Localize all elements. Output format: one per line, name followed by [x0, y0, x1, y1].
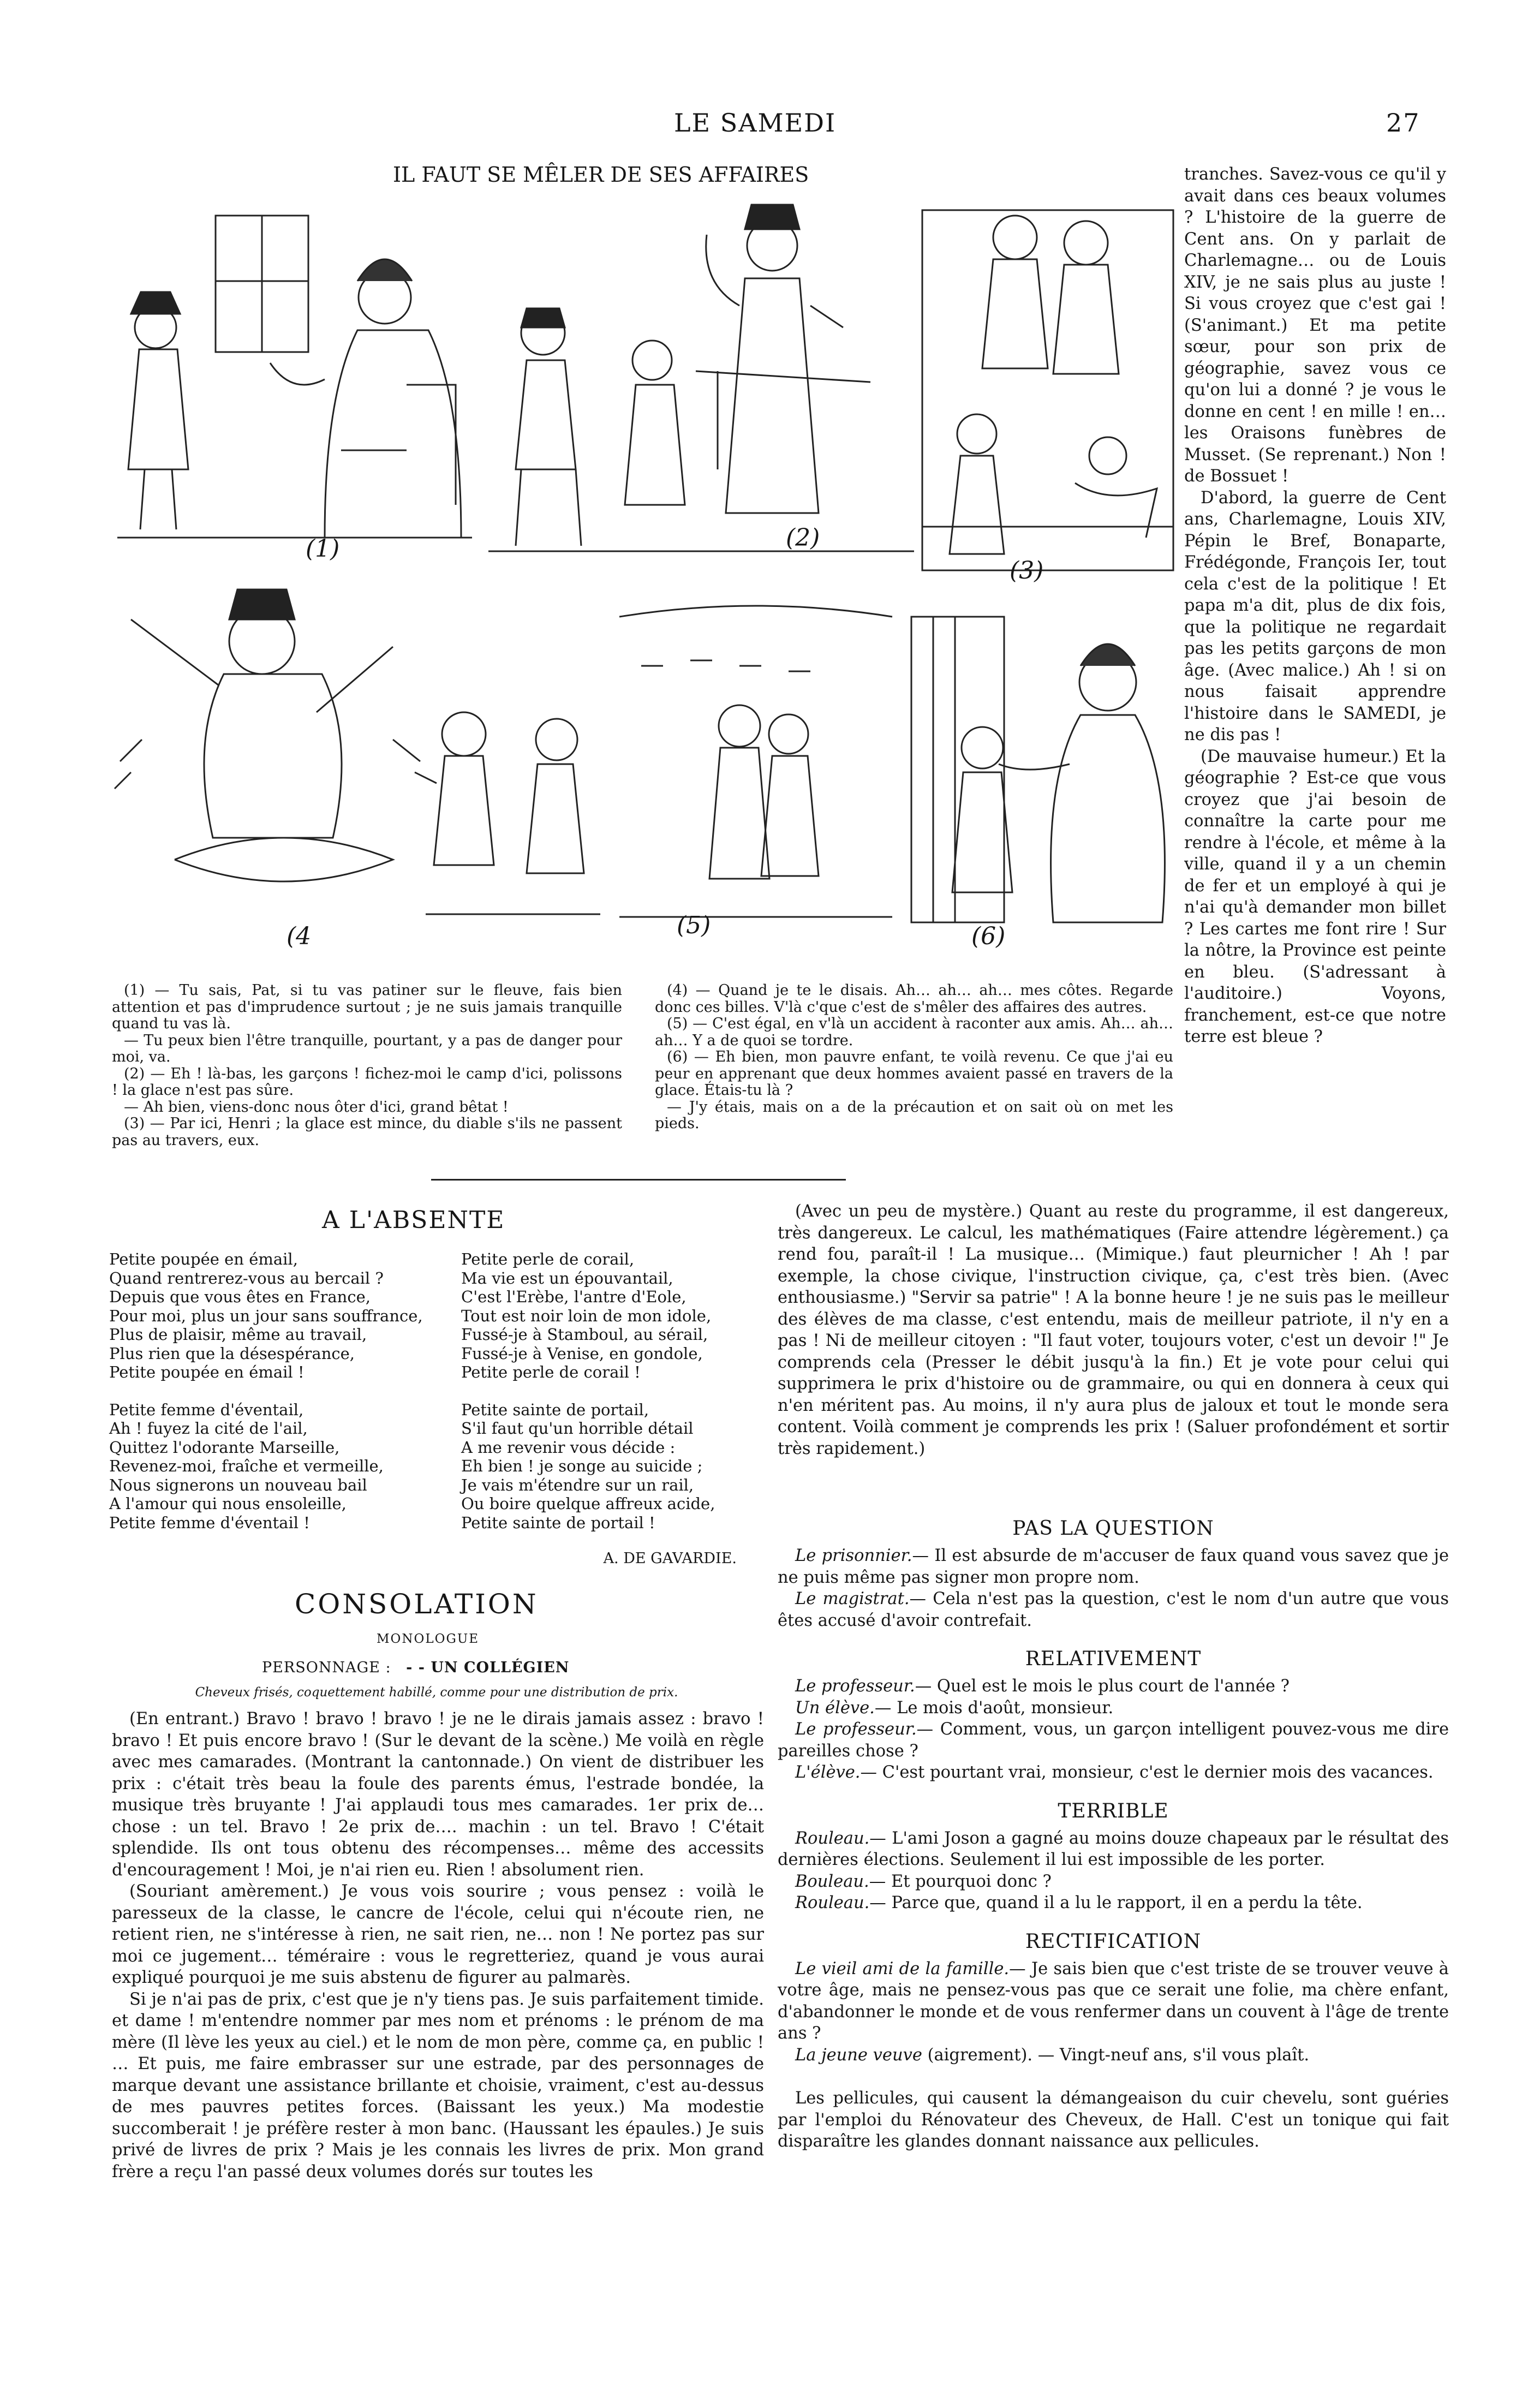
comic-panel-4: [109, 576, 600, 947]
speaker: La jeune veuve: [795, 2045, 922, 2065]
comic-panel-6-number: (6): [971, 922, 1006, 950]
section-body: [778, 1828, 1449, 1914]
absente-stanza-2: [109, 1400, 423, 1533]
verse-line: Ou boire quelque affreux acide,: [461, 1494, 715, 1513]
advert-text: Les pellicules, qui causent la démangeaison du cuir chevelu, sont guéries par l'emploi du Rénovateur des Cheveux, de Hall. C'est un tonique qui fait disparaître les glandes donnant naissance aux pellicules.: [778, 2089, 1449, 2151]
verse-line: C'est l'Erèbe, l'antre d'Eole,: [461, 1288, 687, 1306]
comic-panel-3-number: (3): [1010, 557, 1044, 585]
running-title: LE SAMEDI: [674, 108, 837, 138]
section-title: PAS LA QUESTION: [1012, 1517, 1214, 1540]
page-number: 27: [1386, 108, 1420, 138]
line-text: — Quel est le mois le plus court de l'année ?: [915, 1677, 1290, 1696]
comic-panel-4-number: (4: [286, 922, 312, 950]
verse-line: Revenez-moi, fraîche et vermeille,: [109, 1457, 384, 1475]
consolation-body: [112, 1708, 764, 2183]
short-pieces: [778, 1517, 1449, 2153]
personnage-value: - - UN COLLÉGIEN: [406, 1659, 570, 1676]
section-rectification: [778, 1930, 1449, 2066]
caption-6-reply: — J'y étais, mais on a de la précaution et on sait où on met les pieds.: [655, 1098, 1173, 1132]
caption-1-reply: — Tu peux bien l'être tranquille, pourtant, y a pas de danger pour moi, va.: [112, 1032, 622, 1065]
verse-line: Eh bien ! je songe au suicide ;: [461, 1457, 703, 1475]
absente-stanza-1: [109, 1250, 423, 1382]
verse-line: Fussé-je à Venise, en gondole,: [461, 1344, 703, 1363]
absente-right-stanzas: [461, 1250, 715, 1551]
line-text: — Il est absurde de m'accuser de faux quand vous savez que je ne puis même pas signer mon propre nom.: [778, 1546, 1449, 1587]
section-body: [778, 1958, 1449, 2066]
advert: [778, 2088, 1449, 2153]
caption-5: (5) — C'est égal, en v'là un accident à raconter aux amis. Ah… ah… ah… Y a de quoi se tordre.: [655, 1015, 1173, 1049]
right-paragraph-1: tranches. Savez-vous ce qu'il y avait dans ces beaux volumes ? L'histoire de la guerre de Cent ans. On y parlait de Charlemagne… ou de Louis XIV, je ne sais plus au juste ! Si vous croyez que c'est gai ! (S'animant.) Et ma petite sœur, pour son prix de géographie, savez vous ce qu'on lui a donné ? je vous le donne en cent ! en mille ! en… les Oraisons funèbres de Musset. (Se reprenant.) Non ! de Bossuet !: [1184, 165, 1446, 486]
speaker: Le magistrat.: [795, 1589, 910, 1608]
verse-line: Fussé-je à Stamboul, au sérail,: [461, 1325, 708, 1344]
verse-line: Plus rien que la désespérance,: [109, 1344, 355, 1363]
consolation-subtitle: MONOLOGUE: [377, 1632, 480, 1646]
line-text: (aigrement). — Vingt-neuf ans, s'il vous plaît.: [922, 2045, 1310, 2065]
verse-line: Je vais m'étendre sur un rail,: [461, 1475, 694, 1494]
verse-line: Plus de plaisir, même au travail,: [109, 1325, 367, 1344]
consolation-paragraph-3: Si je n'ai pas de prix, c'est que je n'y tiens pas. Je suis parfaitement timide. et dame ! m'entendre nommer par mes nom et prénoms : le prénom de ma mère (Il lève les yeux au ciel.) et le nom de mon père, comme ça, en public ! … Et puis, me faire embrasser sur une estrade, par des personnages de marque devant une assistance brillante et choisie, vraiment, c'est au-dessus de mes pauvres petites forces. (Baissant les yeux.) Ma modestie succomberait ! je préfère rester à mon banc. (Haussant les épaules.) Je suis privé de livres de prix ? Mais je les connais les livres de prix. Mon grand frère a reçu l'an passé deux volumes dorés sur toutes les: [112, 1989, 764, 2182]
line-text: — Et pourquoi donc ?: [869, 1871, 1052, 1891]
absente-left-stanzas: [109, 1250, 423, 1551]
right-column: [1184, 164, 1446, 1048]
absente-signature: A. DE GAVARDIE.: [603, 1550, 737, 1567]
line-text: — Je sais bien que c'est triste de se trouver veuve à votre âge, mais ne pensez-vous pas que ce serait une folie, ma chère enfant, d'abandonner le monde et de vous renfermer dans un couvent à l'âge de trente ans ?: [778, 1959, 1449, 2043]
verse-line: Ah ! fuyez la cité de l'ail,: [109, 1419, 308, 1438]
consolation-paragraph-2: (Souriant amèrement.) Je vous vois sourire ; vous pensez : voilà le paresseux de la classe, le cancre de l'école, celui qui n'écoute rien, ne retient rien, ne s'intéresse à rien, ne sait rien, ne… non ! Ne portez pas sur moi ce jugement… téméraire : vous le regretteriez, quand je vous aurai expliqué pourquoi je me suis abstenu de figurer au palmarès.: [112, 1882, 764, 1987]
speaker: Bouleau.: [795, 1871, 869, 1891]
comic-panel-2-number: (2): [786, 524, 820, 552]
section-title: RELATIVEMENT: [1025, 1648, 1202, 1670]
verse-line: Quand rentrerez-vous au bercail ?: [109, 1268, 384, 1288]
verse-line: Petite poupée en émail,: [109, 1250, 298, 1268]
comic-panel-2-drawing: [488, 196, 914, 579]
personnage-line: [262, 1659, 569, 1676]
verse-line: A me revenir vous décide :: [461, 1438, 676, 1457]
comic-panel-3-drawing: [911, 199, 1184, 579]
consolation-continuation: [778, 1201, 1449, 1459]
section-title: RECTIFICATION: [1025, 1930, 1202, 1953]
continuation-paragraph-1: (Avec un peu de mystère.) Quant au reste du programme, il est dangereux, très dangereux. Le calcul, les mathématiques (Faire attendre légèrement.) ça rend fou, paraît-il ! La musique… (Mimique.) faut pleurnicher ! Ah ! par exemple, la chose civique, l'instruction civique, ça, c'est très bien. (Avec enthousiasme.) "Servir sa patrie" ! A la bonne heure ! je ne suis pas le meilleur des élèves de ma classe, c'est entendu, mais de meilleur patriote, il n'y en a pas ! Ni de meilleur citoyen : "Il faut voter, toujours voter, c'est un devoir !" Je comprends cela (Presser le débit jusqu'à la fin.) Et je vote pour celui qui supprimera le prix d'histoire ou de grammaire, ou qui en donnera à ceux qui n'en méritent pas. Au moins, il n'y aura plus de jaloux et tout le monde sera content. Voilà comment je comprends les prix ! (Saluer profondément et sortir très rapidement.): [778, 1202, 1449, 1458]
personnage-label: PERSONNAGE :: [262, 1659, 391, 1676]
comic-panel-3: [911, 199, 1184, 579]
section-body: [778, 1676, 1449, 1784]
caption-1: (1) — Tu sais, Pat, si tu vas patiner sur le fleuve, fais bien attention et pas d'imprudence surtout ; je ne suis jamais tranquille quand tu vas là.: [112, 982, 622, 1032]
speaker: Rouleau.: [795, 1828, 870, 1848]
comic-panel-5: [608, 584, 900, 944]
section-title: TERRIBLE: [1058, 1799, 1169, 1822]
speaker: Un élève.: [795, 1698, 875, 1718]
verse-line: Ma vie est un épouvantail,: [461, 1268, 673, 1288]
section-relativement: [778, 1648, 1449, 1784]
speaker: Le prisonnier.: [795, 1546, 912, 1565]
comic-panel-1-number: (1): [306, 535, 340, 563]
right-paragraph-2: D'abord, la guerre de Cent ans, Charlemagne, Louis XIV, Pépin le Bref, Bonaparte, Frédégonde, François Ier, tout cela c'est de la politique ! Et papa m'a dit, plus de dix fois, que la politique ne regardait pas les petits garçons de mon âge. (Avec malice.) Ah ! si on nous faisait apprendre l'histoire dans le SAMEDI, je ne dis pas !: [1184, 488, 1446, 744]
verse-line: Tout est noir loin de mon idole,: [461, 1306, 712, 1325]
verse-line: Petite sainte de portail,: [461, 1400, 649, 1419]
comic-panel-6-drawing: [900, 584, 1184, 944]
line-text: — Parce que, quand il a lu le rapport, il en a perdu la tête.: [869, 1893, 1363, 1912]
verse-line: Petite perle de corail,: [461, 1250, 635, 1268]
comic-panel-4-drawing: [109, 576, 600, 947]
caption-3: (3) — Par ici, Henri ; la glace est mince, du diable s'ils ne passent pas au travers, eux.: [112, 1115, 622, 1149]
consolation-paragraph-1: (En entrant.) Bravo ! bravo ! bravo ! je ne le dirais jamais assez : bravo ! bravo ! Et puis encore bravo ! (Sur le devant de la scène.) Me voilà en règle avec mes camarades. (Montrant la cantonnade.) On vient de distribuer les prix : c'était très beau la foule des parents émus, l'estrade bondée, la musique très bruyante ! J'ai applaudi tous mes camarades. 1er prix de… chose : un tel. Bravo ! 2e prix de…. machin : un tel. Bravo ! C'était splendide. Ils ont tous obtenu des récompenses… même des accessits d'encouragement ! Moi, je n'ai rien eu. Rien ! absolument rien.: [112, 1709, 764, 1880]
verse-line: Petite sainte de portail !: [461, 1513, 655, 1532]
line-text: — Comment, vous, un garçon intelligent pouvez-vous me dire pareilles chose ?: [778, 1720, 1449, 1761]
speaker: Le professeur.: [795, 1720, 917, 1739]
speaker: Rouleau.: [795, 1893, 870, 1912]
speaker: Le professeur.: [795, 1677, 915, 1696]
line-text: — L'ami Joson a gagné au moins douze chapeaux par le résultat des dernières élections. Seulement il lui est impossible de les porter.: [778, 1828, 1449, 1869]
section-pas-la-question: [778, 1517, 1449, 1631]
caption-2: (2) — Eh ! là-bas, les garçons ! fichez-moi le camp d'ici, polissons ! la glace n'est pas sûre.: [112, 1065, 622, 1099]
absente-stanza-4: [461, 1400, 715, 1533]
section-body: [778, 1545, 1449, 1631]
verse-line: Petite poupée en émail !: [109, 1363, 305, 1381]
verse-line: Petite perle de corail !: [461, 1363, 641, 1381]
section-terrible: [778, 1800, 1449, 1914]
consolation-title: CONSOLATION: [295, 1588, 539, 1620]
absente-stanza-3: [461, 1250, 715, 1382]
caption-2-reply: — Ah bien, viens-donc nous ôter d'ici, grand bêtat !: [124, 1098, 509, 1116]
comic-captions-left: [112, 982, 622, 1149]
verse-line: Quittez l'odorante Marseille,: [109, 1438, 340, 1457]
line-text: — Le mois d'août, monsieur.: [874, 1698, 1114, 1718]
stage-note: Cheveux frisés, coquettement habillé, comme pour une distribution de prix.: [195, 1685, 678, 1700]
caption-6: (6) — Eh bien, mon pauvre enfant, te voilà revenu. Ce que j'ai eu peur en apprenant que deux hommes avaient passé en travers de la glace. Étais-tu là ?: [655, 1048, 1173, 1099]
verse-line: S'il faut qu'un horrible détail: [461, 1419, 694, 1438]
comic-panel-5-number: (5): [677, 911, 711, 939]
verse-line: Petite femme d'éventail !: [109, 1513, 310, 1532]
comic-panel-5-drawing: [608, 584, 900, 944]
caption-4: (4) — Quand je te le disais. Ah… ah… ah… mes côtes. Regarde donc ces billes. V'là c'que c'est de s'mêler des affaires des autres.: [655, 982, 1173, 1016]
speaker: L'élève.: [795, 1763, 861, 1782]
divider-comic: [431, 1179, 846, 1181]
comic-panel-1-drawing: [101, 199, 486, 576]
comic-panel-6: [900, 584, 1184, 944]
right-paragraph-3: (De mauvaise humeur.) Et la géographie ? Est-ce que vous croyez que j'ai besoin de connaître la carte pour me rendre à l'école, et même à la ville, quand il y a un chemin de fer et un employé à qui je n'ai qu'à demander mon billet ? Les cartes me font rire ! Sur la nôtre, la Province est peinte en bleu. (S'adressant à l'auditoire.) Voyons, franchement, est-ce que notre terre est bleue ?: [1184, 747, 1446, 1046]
line-text: — C'est pourtant vrai, monsieur, c'est le dernier mois des vacances.: [860, 1763, 1434, 1782]
line-text: — Cela n'est pas la question, c'est le nom d'un autre que vous êtes accusé d'avoir contrefait.: [778, 1589, 1449, 1630]
absente-title: A L'ABSENTE: [322, 1206, 505, 1234]
comic-title: IL FAUT SE MÊLER DE SES AFFAIRES: [393, 163, 809, 187]
comic-panel-2: [488, 196, 914, 579]
speaker: Le vieil ami de la famille.: [795, 1959, 1010, 1978]
verse-line: Nous signerons un nouveau bail: [109, 1475, 367, 1494]
verse-line: A l'amour qui nous ensoleille,: [109, 1494, 347, 1513]
comic-captions-right: [655, 982, 1173, 1133]
verse-line: Petite femme d'éventail,: [109, 1400, 304, 1419]
verse-line: Pour moi, plus un jour sans souffrance,: [109, 1306, 423, 1325]
verse-line: Depuis que vous êtes en France,: [109, 1288, 371, 1306]
comic-panel-1: [101, 199, 486, 576]
